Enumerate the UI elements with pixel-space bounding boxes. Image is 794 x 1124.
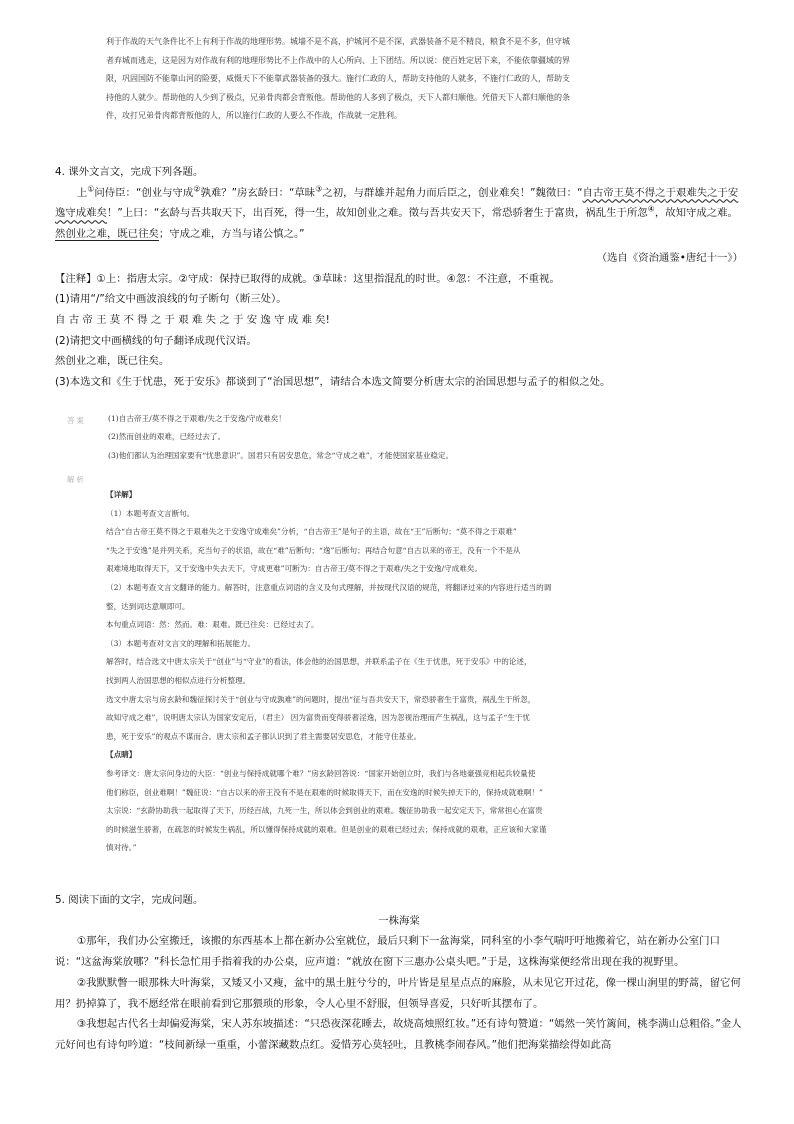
- explanation-line: 解答时，结合选文中唐太宗关于“创业”与“守业”的看法，体会他的治国思想，并联系孟子在《生于忧患，死于安乐》中的论述，: [106, 657, 532, 667]
- wavy-underlined-sentence: 自古帝王莫不得之: [582, 186, 666, 199]
- explanation-block: [106, 486, 740, 858]
- article-paragraph: ③我想起古代名士却偏爱海棠，宋人苏东坡描述：“只恐夜深花睡去，故烧高烛照红妆。”还有诗句赞道：“嫣然一笑竹篱间，桃李满山总粗俗。”金人元好问也有诗句吟道：“枝间新绿一重重，小蕾深藏数点红。爱惜芳心莫轻吐，且教桃李闹春风。”他们把海棠描绘得如此高: [55, 1018, 742, 1051]
- explanation-line: （3）本题考查对文言文的理解和拓展能力。: [106, 638, 256, 648]
- question-4-title: 4. 课外文言文，完成下列各题。: [55, 166, 204, 178]
- translation-line: 件，攻打兄弟骨肉都背叛他的人，所以施行仁政的人要么不作战，作战就一定胜利。: [106, 111, 402, 121]
- answer-line: (3)他们都认为治理国家要有“忧患意识”。国君只有居安思危，常念“守成之难”，才能使国家基业稳定。: [108, 450, 454, 460]
- explanation-heading: 【详解】: [106, 490, 137, 499]
- passage-source: （选自《资治通鉴•唐纪十一》）: [596, 251, 743, 264]
- note-mark-1: ①: [87, 184, 95, 194]
- explanation-line: 太宗说：“玄龄协助我一起取得了天下，历经百战，九死一生，所以体会到创业的艰难。魏征协助我一起安定天下，常常担心在富贵: [106, 806, 543, 816]
- article-body: [55, 931, 743, 1055]
- translation-line: 者弃城而逃走，这是因为对作战有利的地理形势比不上作战中的人心所向、上下团结。所以说：使百姓定居下来，不能依靠疆域的界: [106, 55, 570, 65]
- previous-translation-block: [106, 33, 738, 126]
- explanation-line: 参考译文：唐太宗问身边的大臣：“创业与保持成就哪个难？”房玄龄回答说：“国家开始创立时，我们与各地豪强竞相起兵较量使: [106, 768, 536, 778]
- explanation-line: 患，死于安乐”的观点不谋而合。唐太宗和孟子都认识到了君主需要居安思危，才能守住基业。: [106, 731, 422, 741]
- answer-line: (2)然而创业的艰难，已经过去了。: [108, 432, 226, 442]
- answer-block: [108, 410, 748, 465]
- sub-question-1: (1)请用“/”给文中画波浪线的句子断句（断三处）。: [55, 293, 287, 306]
- sub-question-1-text: 自 古 帝 王 莫 不 得 之 于 艰 难 失 之 于 安 逸 守 成 难 矣!: [55, 313, 330, 326]
- article-paragraph: ①那年，我们办公室搬迁，该搬的东西基本上都在新办公室就位，最后只剩下一盆海棠，同科室的小李气喘吁吁地搬着它，站在新办公室门口说：“这盆海棠放哪？”科长急忙用手指着我的办公桌，应声道：“就放在窗下三惠办公桌头吧。”于是，这株海棠便经常出现在我的视野里。: [55, 935, 720, 969]
- note-mark-4: ④: [647, 204, 655, 214]
- explanation-heading: 【点睛】: [106, 750, 137, 760]
- explanation-line: 整，达到词达意顺即可。: [106, 601, 190, 611]
- answer-tag: 答案: [67, 416, 86, 425]
- explanation-line: 找到两人治国思想的相似点进行分析整理。: [106, 675, 251, 685]
- explanation-line: 结合“自古帝王莫不得之于艰难失之于安逸守成难矣”分析，“自古帝王”是句子的主语，故在“王”后断句；“莫不得之于艰难”: [106, 527, 517, 537]
- explanation-tag: 解析: [67, 475, 86, 484]
- sub-question-2-text: 然创业之难，既已往矣。: [55, 355, 170, 368]
- explanation-line: 他们称臣，创业难啊！”魏征说：“自古以来的帝王没有不是在艰难的时候取得天下，而在安逸的时候失掉天下的，保持成就难啊！”: [106, 787, 543, 797]
- translation-line: 利于作战的天气条件比不上有利于作战的地理形势。城墙不是不高，护城河不是不深，武器装备不是不精良，粮食不是不多，但守城: [106, 37, 570, 46]
- sub-question-2: (2)请把文中画横线的句子翻译成现代汉语。: [55, 334, 257, 347]
- underlined-sentence: 然创业之难，既已往矣: [55, 228, 159, 241]
- question-4: [55, 162, 743, 393]
- explanation-line: （2）本题考查文言文翻译的能力。解答时，注意重点词语的含义及句式理解，并按现代汉语的规范，将翻译过来的内容进行适当的调: [106, 582, 552, 592]
- answer-line: (1)自古帝王/莫不得之于艰难/失之于安逸/守成难矣！: [108, 414, 286, 423]
- explanation-line: 选文中唐太宗与房玄龄和魏征探讨关于“创业与守成孰难”的问题时，提出“征与吾共安天下，常恐骄奢生于富贵，祸乱生于所忽，: [106, 694, 536, 704]
- explanation-line: 慎对待。”: [106, 843, 137, 853]
- note-mark-2: ②: [193, 184, 201, 194]
- explanation-line: 的时候滋生骄奢，在疏忽的时候发生祸乱，所以懂得保持成就的艰难。但是创业的艰难已经过去；保持成就的艰难，正应该和大家谨: [106, 824, 547, 834]
- translation-line: 限，巩固国防不能靠山河的险要，威慑天下不能靠武器装备的强大。施行仁政的人，帮助支持他的人就多，不施行仁政的人，帮助支: [106, 74, 570, 84]
- translation-line: 持他的人就少。帮助他的人少到了极点，兄弟骨肉都会背叛他。帮助他的人多到了极点，天下人都归顺他。凭借天下人都归顺他的条: [106, 92, 570, 102]
- note-mark-3: ③: [315, 184, 323, 194]
- explanation-line: “失之于安逸”是并列关系，充当句子的状语，故在“难”后断句；“逸”后断句；再结合句意“自古以来的帝王，没有一个不是从: [106, 545, 521, 555]
- notes: 【注释】①上：指唐太宗。②守成：保持已取得的成就。③草昧：这里指混乱的时世。④忽：不注意，不重视。: [55, 272, 560, 285]
- explanation-line: （1）本题考查文言断句。: [106, 508, 195, 518]
- classical-passage: 上①问侍臣：“创业与守成②孰难？”房玄龄曰：“草昧③之初，与群雄并起角力而后臣之，创业难矣！”魏徵曰：“自古帝王莫不得之于艰难失之于安逸守成难矣！”上曰：“玄龄与吾共取天下，出百死，得一生，故知创业之难。徵与吾共安天下，常恐骄奢生于富贵，祸乱生于所忽④，故知守成之难。然创业之难，既已往矣；守成之难，方当与诸公慎之。”: [55, 184, 739, 241]
- sub-question-3: (3)本选文和《生于忧患，死于安乐》都谈到了“治国思想”，请结合本选文简要分析唐太宗的治国思想与孟子的相似之处。: [55, 376, 611, 389]
- article-title: 一株海棠: [378, 914, 420, 927]
- explanation-line: 故知守成之难”，说明唐太宗认为国家安定后，（君主） 因为富贵而变得骄奢淫逸，因为忽视治理而产生祸乱，这与孟子“生于忧: [106, 713, 531, 723]
- explanation-line: 本句重点词语：然：然而。难：艰难。既已往矣：已经过去了。: [106, 620, 319, 630]
- question-5: [55, 890, 743, 1056]
- explanation-line: 艰难境地取得天下，又于安逸中失去天下，守成更难”可断为：自古帝王/莫不得之于艰难/失之于安逸/守成难矣。: [106, 564, 483, 574]
- article-paragraph: ②我默默瞥一眼那株大叶海棠，又矮又小又瘦，盆中的黑土脏兮兮的，叶片皆是星星点点的麻脸，从未见它开过花，像一棵山涧里的野蒿，留它何用？扔掉算了，我不愿经常在眼前看到它那猥琐的形象，令人心里不舒服，但领导喜爱，只好听其摆布了。: [55, 976, 741, 1010]
- question-5-title: 5. 阅读下面的文字，完成问题。: [55, 894, 204, 906]
